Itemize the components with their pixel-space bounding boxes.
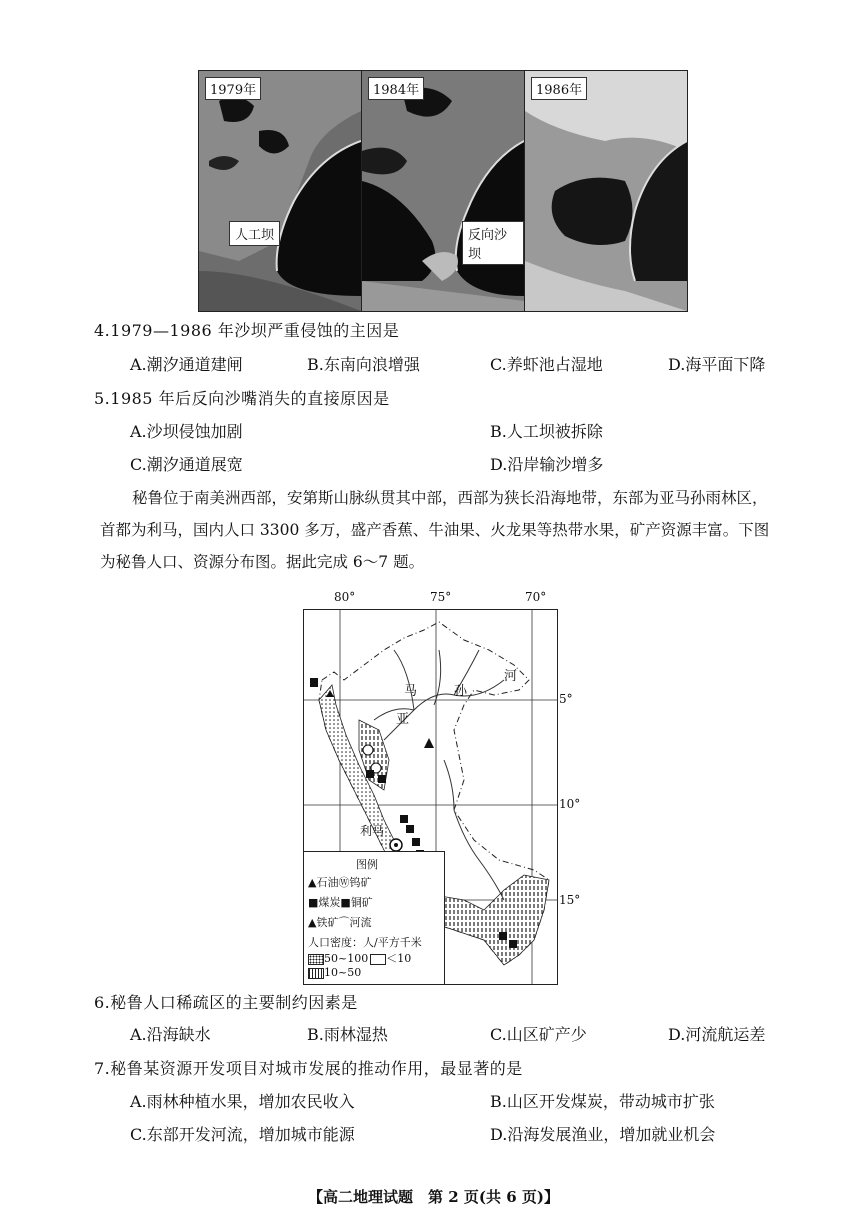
photo-year-label: 1986年 bbox=[531, 77, 587, 100]
map-river-label-3: 河 bbox=[504, 669, 518, 684]
question-4-option-c[interactable]: C.养虾池占湿地 bbox=[490, 355, 603, 374]
question-5-option-d[interactable]: D.沿岸输沙增多 bbox=[490, 455, 604, 474]
page-footer: 【高二地理试题 第 2 页(共 6 页)】 bbox=[308, 1188, 559, 1206]
question-4-stem: 4.1979—1986 年沙坝严重侵蚀的主因是 bbox=[94, 321, 400, 340]
legend-title: 图例 bbox=[356, 858, 378, 871]
peru-map bbox=[303, 609, 558, 985]
question-7-option-b[interactable]: B.山区开发煤炭，带动城市扩张 bbox=[490, 1092, 715, 1111]
legend-iron-label: 铁矿 bbox=[316, 916, 339, 929]
question-4-option-a[interactable]: A.潮汐通道建闸 bbox=[130, 355, 243, 374]
satellite-photo-strip bbox=[198, 70, 688, 312]
question-4-option-d[interactable]: D.海平面下降 bbox=[668, 355, 766, 374]
photo-callout-artificial-dam: 人工坝 bbox=[229, 221, 280, 246]
map-capital-label: 利马 bbox=[360, 824, 385, 838]
map-lon-label-75: 75° bbox=[430, 590, 452, 604]
question-6-option-c[interactable]: C.山区矿产少 bbox=[490, 1025, 587, 1044]
legend-oil-label: 石油 bbox=[316, 876, 339, 889]
legend-river-label: 河流 bbox=[349, 916, 372, 929]
legend-row-iron: ▲铁矿⌒河流 bbox=[308, 916, 372, 929]
question-5-option-c[interactable]: C.潮汐通道展宽 bbox=[130, 455, 243, 474]
legend-density-mid: 10~50 bbox=[324, 966, 362, 979]
satellite-photo-1986 bbox=[525, 71, 687, 311]
photo-callout-reverse-sandbar: 反向沙坝 bbox=[462, 221, 524, 265]
map-river-label-0: 亚 bbox=[396, 712, 410, 727]
map-legend bbox=[304, 851, 445, 984]
satellite-photo-1979 bbox=[199, 71, 361, 311]
legend-density-title: 人口密度：人/平方千米 bbox=[308, 936, 422, 949]
map-lat-label-15: 15° bbox=[559, 893, 581, 907]
map-lat-label-5: 5° bbox=[559, 692, 573, 706]
map-river-label-1: 马 bbox=[404, 684, 418, 699]
question-6-option-a[interactable]: A.沿海缺水 bbox=[130, 1025, 211, 1044]
question-7-option-c[interactable]: C.东部开发河流，增加城市能源 bbox=[130, 1125, 355, 1144]
map-lon-label-80: 80° bbox=[334, 590, 356, 604]
question-6-option-b[interactable]: B.雨林湿热 bbox=[307, 1025, 388, 1044]
question-7-option-a[interactable]: A.雨林种植水果，增加农民收入 bbox=[130, 1092, 355, 1111]
question-6-option-d[interactable]: D.河流航运差 bbox=[668, 1025, 766, 1044]
question-7-stem: 7.秘鲁某资源开发项目对城市发展的推动作用，最显著的是 bbox=[94, 1059, 523, 1078]
map-river-label-2: 孙 bbox=[454, 684, 468, 699]
question-7-option-d[interactable]: D.沿海发展渔业，增加就业机会 bbox=[490, 1125, 716, 1144]
legend-density-high: 50~100 bbox=[324, 952, 369, 965]
map-lat-label-10: 10° bbox=[559, 797, 581, 811]
map-lon-label-70: 70° bbox=[525, 590, 547, 604]
legend-density-row1 bbox=[308, 950, 411, 966]
legend-tungsten-label: 钨矿 bbox=[349, 876, 372, 889]
question-5-option-b[interactable]: B.人工坝被拆除 bbox=[490, 422, 603, 441]
photo-year-label: 1979年 bbox=[205, 77, 261, 100]
legend-row-coal: ■煤炭■铜矿 bbox=[308, 896, 373, 909]
legend-density-row2 bbox=[308, 966, 361, 979]
legend-density-low: ＜10 bbox=[386, 952, 412, 965]
question-5-stem: 5.1985 年后反向沙嘴消失的直接原因是 bbox=[94, 389, 390, 408]
satellite-photo-1984 bbox=[362, 71, 524, 311]
legend-coal-label: 煤炭 bbox=[318, 896, 341, 909]
photo-year-label: 1984年 bbox=[368, 77, 424, 100]
question-5-option-a[interactable]: A.沙坝侵蚀加剧 bbox=[130, 422, 243, 441]
question-6-stem: 6.秘鲁人口稀疏区的主要制约因素是 bbox=[94, 993, 358, 1012]
passage-peru: 秘鲁位于南美洲西部，安第斯山脉纵贯其中部，西部为狭长沿海地带，东部为亚马孙雨林区，首都为利马，国内人口 3300 多万，盛产香蕉、牛油果、火龙果等热带水果，矿产资源丰富。下图为秘鲁人口、资源分布图。据此完成 6～7 题。 bbox=[100, 489, 770, 571]
question-4-option-b[interactable]: B.东南向浪增强 bbox=[307, 355, 420, 374]
legend-copper-label: 铜矿 bbox=[350, 896, 373, 909]
legend-row-oil: ▲石油Ⓦ钨矿 bbox=[308, 876, 372, 889]
